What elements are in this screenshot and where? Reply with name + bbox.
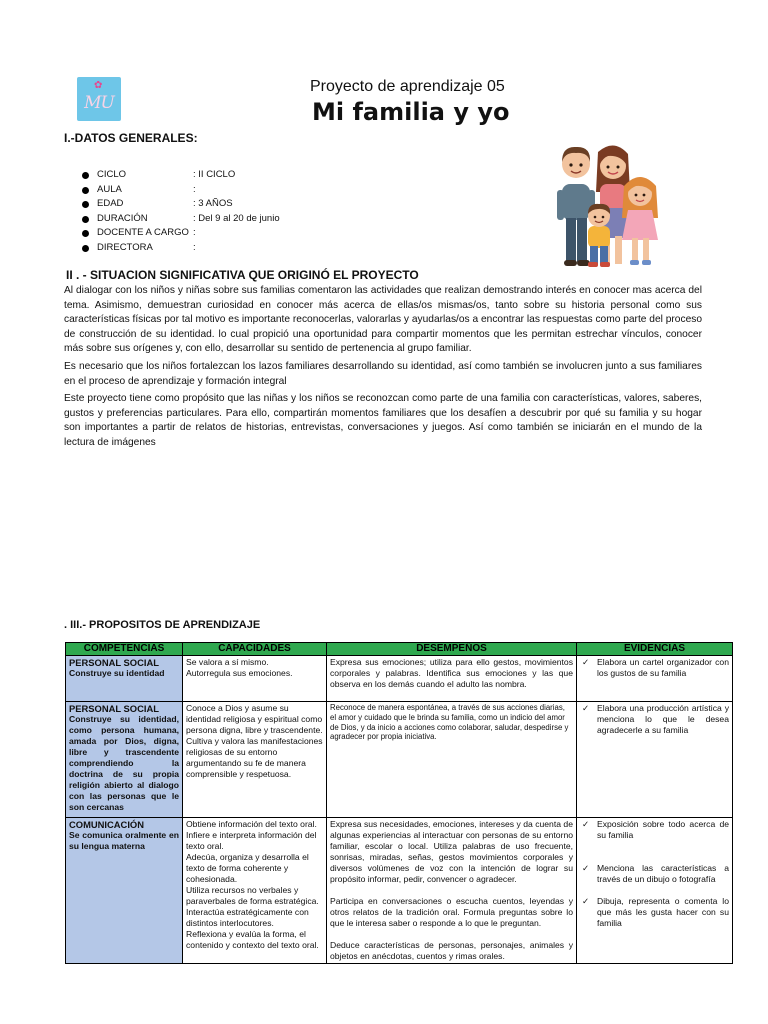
bullet-icon [82, 245, 89, 252]
area-label: PERSONAL SOCIAL [69, 703, 159, 714]
performance-cell: Reconoce de manera espontánea, a través de sus acciones diarias, el amor y cuidado que le brinda su familia, como un indicio del amor de Dios, y da inicio a acciones como colaborar, saludar, despedirse y agradecer por propia iniciativa. [327, 702, 577, 818]
performance-cell: Expresa sus emociones; utiliza para ello gestos, movimientos corporales y palabras. Identifica sus emociones y las que observa en los demás cuando el adulto las nombra. [327, 656, 577, 702]
performance-cell [327, 818, 577, 964]
flower-icon: ✿ [94, 80, 103, 91]
competence-cell [66, 818, 183, 964]
family-illustration [548, 140, 668, 274]
girl-figure [622, 177, 658, 265]
father-figure [557, 147, 595, 266]
performance-text: Participa en conversaciones o escucha cuentos, leyendas y otros relatos de la tradición oral. Formula preguntas sobre lo que le interesa saber o responde a lo que le preguntan. [330, 896, 573, 928]
performance-text: Deduce características de personas, personajes, animales y objetos en anécdotas, cuentos y rimas orales. [330, 940, 573, 961]
header-evidencias: EVIDENCIAS [577, 643, 733, 656]
general-value: : [193, 227, 196, 239]
evidence-item: ✓ Exposición sobre todo acerca de su familia [582, 819, 729, 840]
situation-paragraph-3: Este proyecto tiene como propósito que las niñas y los niños se reconozcan como parte de una familia con características, valores, saberes, gustos y preferencias particulares. Para ello, compartirán momentos familiares que los desafíen a descubrir por qué su familia y su hogar son importantes a partir de relatos de historias, entrevistas, conversaciones y juegos. Así como también se iniciarán en el mundo de la lectura de imágenes [64, 393, 702, 448]
bullet-icon [82, 201, 89, 208]
situation-paragraph-2: Es necesario que los niños fortalezcan los lazos familiares desarrollando su identidad, así como también se involucren junto a sus familiares en el proceso de aprendizaje y formación integral [64, 361, 702, 387]
boy-figure [588, 204, 610, 267]
competence-text: Se comunica oralmente en su lengua materna [69, 830, 179, 851]
general-value: : [193, 241, 196, 253]
competence-cell [66, 702, 183, 818]
general-label: EDAD [97, 198, 124, 210]
project-subtitle: Proyecto de aprendizaje 05 [310, 78, 505, 95]
general-value: : 3 AÑOS [193, 198, 233, 210]
competence-text: Construye su identidad, como persona humana, amada por Dios, digna, libre y trascendente comprendiendo la doctrina de su propia religión abierto al dialogo con las personas que le son cercanas [69, 714, 179, 812]
capacities-cell: Se valora a sí mismo. Autorregula sus emociones. [183, 656, 327, 702]
bullet-icon [82, 187, 89, 194]
table-row [66, 656, 733, 702]
general-data-heading: I.-DATOS GENERALES: [64, 131, 198, 145]
bullet-icon [82, 172, 89, 179]
evidence-item: ✓ Dibuja, representa o comenta lo que más les gusta hacer con su familia [582, 896, 729, 928]
evidence-item: ✓ Menciona las características a través de un dibujo o fotografía [582, 863, 729, 884]
evidence-item: ✓ Elabora una producción artística y menciona lo que le desea agradecerle a su familia [582, 703, 729, 735]
general-label: CICLO [97, 169, 127, 180]
logo [77, 77, 121, 121]
situation-heading: II . - SITUACION SIGNIFICATIVA QUE ORIGINÓ EL PROYECTO [66, 268, 419, 282]
general-label: DURACIÓN [97, 212, 148, 224]
purposes-table [65, 642, 733, 964]
check-icon: ✓ [582, 657, 590, 667]
area-label: COMUNICACIÓN [69, 819, 144, 830]
general-label: DIRECTORA [97, 241, 153, 253]
general-value: : II CICLO [193, 169, 236, 180]
table-header-row [66, 643, 733, 656]
general-value: : Del 9 al 20 de junio [193, 212, 280, 224]
table-row [66, 702, 733, 818]
general-label: AULA [97, 183, 122, 195]
header-desempenos: DESEMPEÑOS [327, 643, 577, 656]
area-label: PERSONAL SOCIAL [69, 657, 159, 668]
competence-cell [66, 656, 183, 702]
general-value: : [193, 183, 196, 195]
capacities-cell: Obtiene información del texto oral. Infiere e interpreta información del texto oral. Adecúa, organiza y desarrolla el texto de forma coherente y cohesionada. Utiliza recursos no verbales y paraverbales de forma estratégica. Interactúa estratégicamente con distintos interlocutores. Reflexiona y evalúa la forma, el contenido y contexto del texto oral. [183, 818, 327, 964]
check-icon: ✓ [582, 703, 590, 713]
check-icon: ✓ [582, 896, 590, 906]
performance-text: Expresa sus necesidades, emociones, intereses y da cuenta de algunas experiencias al interactuar con personas de su entorno familiar, escolar o local. Utiliza palabras de uso frecuente, sonrisas, miradas, señas, gestos movimientos corporales y diversos volúmenes de voz con la intención de lograr su propósito informar, pedir, convencer o agradecer. [330, 819, 573, 884]
header-capacidades: CAPACIDADES [183, 643, 327, 656]
purposes-heading: . III.- PROPOSITOS DE APRENDIZAJE [64, 619, 261, 631]
situation-paragraph-1: Al dialogar con los niños y niñas sobre sus familias comentaron las actividades que realizan demostrando interés en conocer mas acerca del tema. Asimismo, demuestran curiosidad en conocer más acerca de ellas/os mismas/os, tanto sobre su historia personal como sus características físicas por tal motivo es importante reconocerlas, valorarlas y ayudarlas/os a encontrar las respuestas como parte del proceso de construcción de su identidad. lo cual propició una oportunidad para compartir momentos que les permitan estrechar vínculos, conocer más sobre sus orígenes y, con ello, desarrollar su sentido de pertenencia al grupo familiar. [64, 285, 702, 355]
table-row [66, 818, 733, 964]
evidence-cell [577, 818, 733, 964]
competence-text: Construye su identidad [69, 668, 165, 678]
logo-text: MU [84, 93, 114, 113]
check-icon: ✓ [582, 819, 590, 829]
check-icon: ✓ [582, 863, 590, 873]
page-title: Mi familia y yo [312, 98, 510, 126]
bullet-icon [82, 230, 89, 237]
evidence-cell [577, 702, 733, 818]
header-competencias: COMPETENCIAS [66, 643, 183, 656]
capacities-cell: Conoce a Dios y asume su identidad religiosa y espiritual como persona digna, libre y trascendente. Cultiva y valora las manifestaciones religiosas de su entorno argumentando su fe de manera comprensible y respetuosa. [183, 702, 327, 818]
general-label: DOCENTE A CARGO [97, 227, 189, 239]
bullet-icon [82, 216, 89, 223]
evidence-item: ✓ Elabora un cartel organizador con los gustos de su familia [582, 657, 729, 678]
evidence-cell [577, 656, 733, 702]
